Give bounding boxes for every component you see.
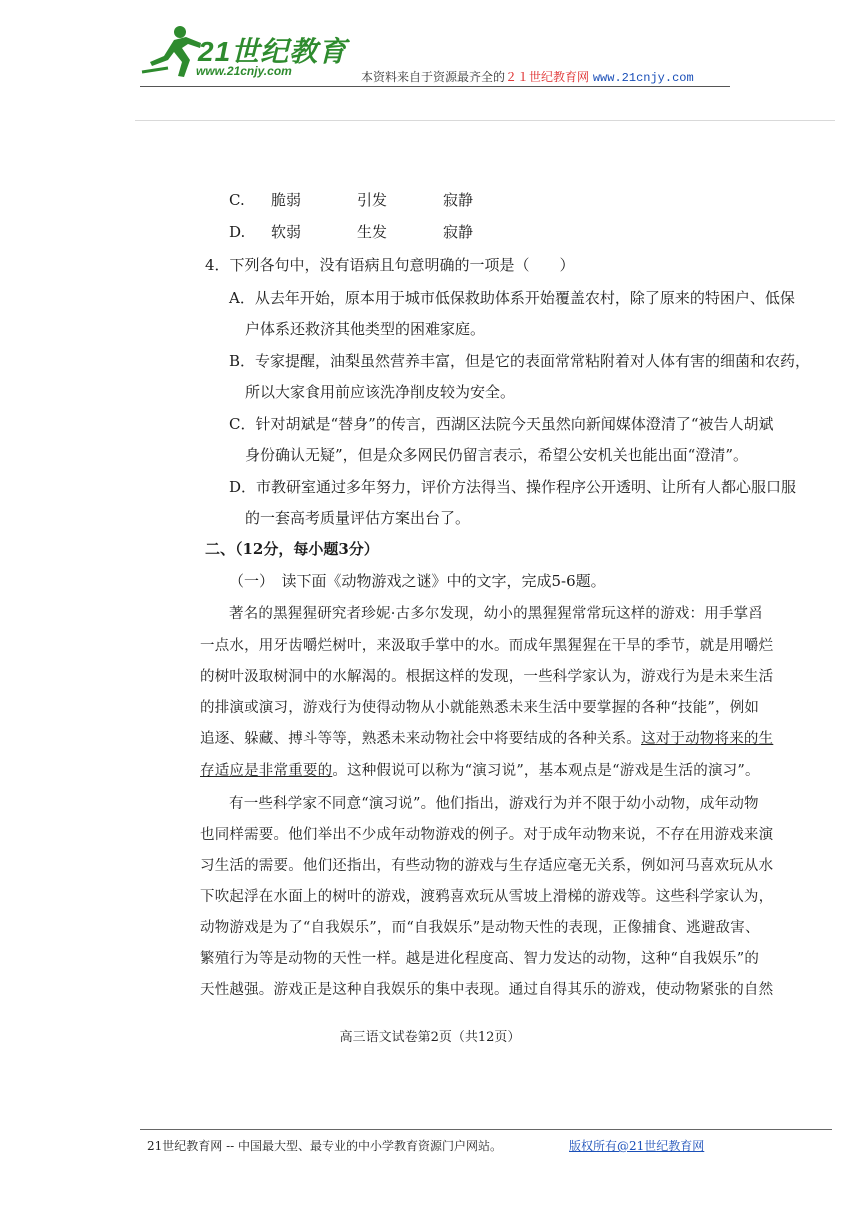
header-note bbox=[361, 68, 694, 85]
q4-stem: 4．下列各句中，没有语病且句意明确的一项是（ ） bbox=[205, 256, 575, 274]
scan-edge-line bbox=[135, 120, 835, 121]
essay-line bbox=[200, 759, 760, 780]
option-word: 寂静 bbox=[443, 223, 474, 241]
header-url-link[interactable]: www.21cnjy.com bbox=[592, 71, 694, 85]
logo-url: www.21cnjy.com bbox=[196, 64, 292, 78]
section-subheading: （一） 读下面《动物游戏之谜》中的文字，完成5-6题。 bbox=[229, 572, 606, 590]
option-word: 脆弱 bbox=[271, 191, 302, 209]
essay-line: 有一些科学家不同意“演习说”。他们指出，游戏行为并不限于幼小动物，成年动物 bbox=[229, 796, 759, 812]
q4-option-a: A．从去年开始，原本用于城市低保救助体系开始覆盖农村，除了原来的特困户、低保 bbox=[229, 289, 795, 307]
logo-text: 21世纪教育 bbox=[198, 36, 348, 67]
header-divider bbox=[140, 86, 730, 87]
option-word: 引发 bbox=[357, 191, 388, 209]
essay-line bbox=[200, 727, 773, 748]
header-site-link[interactable]: ２１世纪教育网 bbox=[505, 70, 590, 84]
essay-line: 习生活的需要。他们还指出，有些动物的游戏与生存适应毫无关系，例如河马喜欢玩从水 bbox=[200, 858, 774, 874]
q4-option-c: C．针对胡斌是“替身”的传言，西湖区法院今天虽然向新闻媒体澄清了“被告人胡斌 bbox=[229, 415, 774, 433]
q3-option-d bbox=[229, 221, 473, 242]
essay-line: 天性越强。游戏正是这种自我娱乐的集中表现。通过自得其乐的游戏，使动物紧张的自然 bbox=[200, 982, 774, 998]
q4-option-d-cont: 的一套高考质量评估方案出台了。 bbox=[245, 509, 471, 527]
option-label: C. bbox=[229, 191, 245, 209]
q4-option-a-cont: 户体系还救济其他类型的困难家庭。 bbox=[245, 320, 486, 338]
essay-line: 的排演或演习，游戏行为使得动物从小就能熟悉未来生活中要掌握的各种“技能”，例如 bbox=[200, 700, 760, 716]
essay-line: 著名的黑猩猩研究者珍妮·古多尔发现，幼小的黑猩猩常常玩这样的游戏：用手掌舀 bbox=[229, 606, 764, 622]
footer-text: 21世纪教育网 -- 中国最大型、最专业的中小学教育资源门户网站。 bbox=[147, 1139, 503, 1153]
footer-copyright-link[interactable]: 版权所有@21世纪教育网 bbox=[569, 1139, 705, 1153]
q4-option-b: B．专家提醒，油梨虽然营养丰富，但是它的表面常常粘附着对人体有害的细菌和农药， bbox=[229, 352, 811, 370]
q4-option-d: D．市教研室通过多年努力，评价方法得当、操作程序公开透明、让所有人都心服口服 bbox=[229, 478, 797, 496]
q3-option-c bbox=[229, 189, 473, 210]
essay-text: 追逐、躲藏、搏斗等等，熟悉未来动物社会中将要结成的各种关系。 bbox=[200, 731, 641, 747]
option-word: 软弱 bbox=[271, 223, 302, 241]
q4-option-b-cont: 所以大家食用前应该洗净削皮较为安全。 bbox=[245, 383, 516, 401]
underlined-text: 这对于动物将来的生 bbox=[641, 731, 774, 747]
option-word: 生发 bbox=[357, 223, 388, 241]
essay-line: 繁殖行为等是动物的天性一样。越是进化程度高、智力发达的动物，这种“自我娱乐”的 bbox=[200, 951, 760, 967]
page-number: 高三语文试卷第2页（共12页） bbox=[339, 1030, 521, 1045]
q4-option-c-cont: 身份确认无疑”，但是众多网民仍留言表示，希望公安机关也能出面“澄清”。 bbox=[245, 446, 749, 464]
essay-line: 下吹起浮在水面上的树叶的游戏，渡鸦喜欢玩从雪坡上滑梯的游戏等。这些科学家认为， bbox=[200, 889, 774, 905]
essay-line: 动物游戏是为了“自我娱乐”，而“自我娱乐”是动物天性的表现，正像捕食、逃避敌害、 bbox=[200, 920, 760, 936]
option-label: D. bbox=[229, 223, 246, 241]
essay-line: 的树叶汲取树洞中的水解渴的。根据这样的发现，一些科学家认为，游戏行为是未来生活 bbox=[200, 669, 774, 685]
essay-line: 一点水，用牙齿嚼烂树叶，来汲取手掌中的水。而成年黑猩猩在干旱的季节，就是用嚼烂 bbox=[200, 638, 774, 654]
header-note-prefix: 本资料来自于资源最齐全的 bbox=[361, 70, 506, 84]
footer-divider bbox=[140, 1129, 832, 1130]
essay-text: 。这种假说可以称为“演习说”，基本观点是“游戏是生活的演习”。 bbox=[332, 763, 760, 779]
underlined-text: 存适应是非常重要的 bbox=[200, 763, 333, 779]
option-word: 寂静 bbox=[443, 191, 474, 209]
essay-line: 也同样需要。他们举出不少成年动物游戏的例子。对于成年动物来说，不存在用游戏来演 bbox=[200, 827, 774, 843]
section-heading: 二、（12分，每小题3分） bbox=[205, 540, 379, 558]
